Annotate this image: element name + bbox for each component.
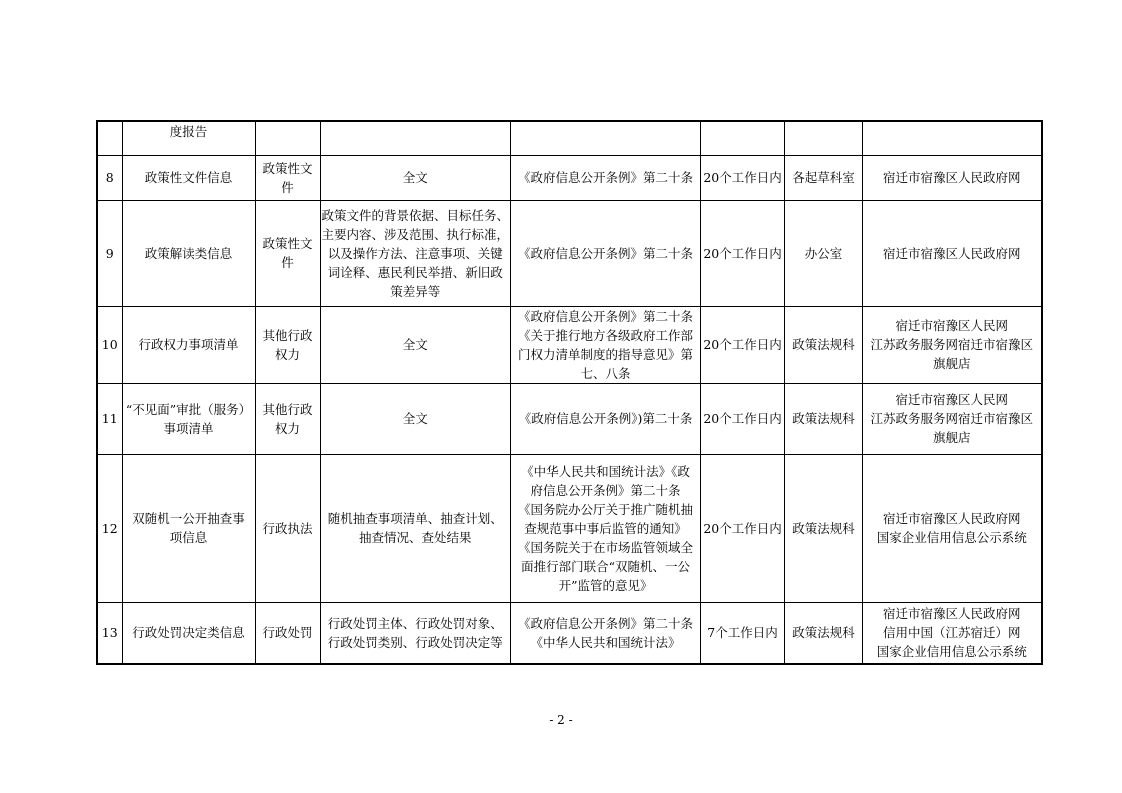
cell-basis <box>511 121 701 155</box>
cell-basis-line: 《中华人民共和国统计法》《政 <box>521 463 690 479</box>
cell-content-line: 全文 <box>402 170 428 185</box>
cell-content <box>320 200 511 306</box>
cell-item-line: 双随机一公开抽查事 <box>132 511 245 526</box>
cell-number: 8 <box>97 155 122 200</box>
cell-content <box>320 602 511 664</box>
cell-department: 政策法规科 <box>785 306 863 383</box>
cell-basis-line: 《中华人民共和国统计法》 <box>530 634 681 650</box>
cell-category <box>255 200 320 306</box>
cell-channel-line: 宿迁市宿豫区人民政府网 <box>883 170 1021 185</box>
cell-item-line: 行政权力事项清单 <box>138 337 239 352</box>
table-row <box>97 383 1042 454</box>
cell-basis-line: 面推行部门联合“双随机、一公 <box>521 558 690 574</box>
cell-item-line: “不见面”审批（服务） <box>125 401 252 417</box>
cell-deadline: 20个工作日内 <box>701 306 785 383</box>
cell-channel-line: 国家企业信用信息公示系统 <box>876 644 1027 660</box>
cell-basis-line: 开”监管的意见》 <box>558 577 653 593</box>
cell-item-line: 事项清单 <box>163 420 214 436</box>
cell-channel <box>863 155 1042 200</box>
cell-basis-line: 《政府信息公开条例》)第二十条 <box>518 411 693 426</box>
cell-item <box>122 306 255 383</box>
cell-deadline: 20个工作日内 <box>701 454 785 602</box>
cell-number: 13 <box>97 602 122 664</box>
cell-content-line: 策差异等 <box>390 283 441 299</box>
cell-item-line: 项信息 <box>169 530 208 545</box>
table-row <box>97 454 1042 602</box>
cell-channel-line: 宿迁市宿豫区人民网 <box>895 318 1009 333</box>
cell-basis-line: 《政府信息公开条例》第二十条 <box>518 245 694 261</box>
cell-channel <box>863 602 1042 664</box>
cell-basis-line: 《政府信息公开条例》第二十条 <box>518 615 694 631</box>
cell-category-line: 权力 <box>274 420 300 436</box>
cell-content <box>320 155 511 200</box>
table-row <box>97 602 1042 664</box>
cell-basis-line: 《关于推行地方各级政府工作部 <box>518 327 694 343</box>
cell-item-line: 行政处罚决定类信息 <box>132 625 245 641</box>
cell-category <box>255 121 320 155</box>
cell-basis <box>511 454 701 602</box>
cell-basis <box>511 155 701 200</box>
cell-category <box>255 602 320 664</box>
cell-item <box>122 121 255 155</box>
cell-channel-line: 江苏政务服务网宿迁市宿豫区 <box>870 411 1034 426</box>
disclosure-table <box>96 120 1043 665</box>
cell-deadline: 20个工作日内 <box>701 200 785 306</box>
cell-channel-line: 旗舰店 <box>933 430 971 445</box>
cell-department: 各起草科室 <box>785 155 863 200</box>
cell-content <box>320 306 511 383</box>
cell-content <box>320 383 511 454</box>
cell-category-line: 件 <box>281 255 294 270</box>
cell-channel-line: 宿迁市宿豫区人民网 <box>895 392 1009 407</box>
cell-basis <box>511 306 701 383</box>
cell-basis-line: 门权力清单制度的指导意见》第 <box>518 346 694 362</box>
cell-content-line: 全文 <box>402 411 428 426</box>
cell-content-line: 主要内容、涉及范围、执行标准， <box>321 226 510 242</box>
cell-content-line: 行政处罚类别、行政处罚决定等 <box>327 634 503 650</box>
cell-category-line: 其他行政 <box>262 401 313 417</box>
cell-content-line: 随机抽查事项清单、抽查计划、 <box>327 511 503 526</box>
cell-number <box>97 121 122 155</box>
cell-item <box>122 454 255 602</box>
cell-category <box>255 454 320 602</box>
table-row <box>97 121 1042 155</box>
cell-basis <box>511 383 701 454</box>
cell-deadline <box>701 121 785 155</box>
cell-department: 政策法规科 <box>785 383 863 454</box>
cell-basis-line: 《政府信息公开条例》第二十条 <box>518 308 694 324</box>
cell-content-line: 全文 <box>402 337 428 352</box>
cell-item <box>122 155 255 200</box>
cell-category-line: 行政处罚 <box>262 625 313 641</box>
cell-basis-line: 府信息公开条例》第二十条 <box>530 482 681 498</box>
cell-content-line: 抽查情况、查处结果 <box>359 530 472 545</box>
cell-item <box>122 383 255 454</box>
cell-channel <box>863 306 1042 383</box>
cell-item <box>122 200 255 306</box>
cell-item <box>122 602 255 664</box>
cell-number: 9 <box>97 200 122 306</box>
cell-category-line: 权力 <box>274 346 300 362</box>
cell-number: 11 <box>97 383 122 454</box>
cell-channel <box>863 200 1042 306</box>
cell-channel-line: 旗舰店 <box>933 356 971 371</box>
cell-basis <box>511 200 701 306</box>
cell-content-line: 行政处罚主体、行政处罚对象、 <box>327 615 503 631</box>
cell-channel-line: 宿迁市宿豫区人民政府网 <box>883 245 1021 261</box>
cell-department: 政策法规科 <box>785 454 863 602</box>
cell-category <box>255 383 320 454</box>
cell-item-line: 度报告 <box>169 124 208 139</box>
cell-category-line: 行政执法 <box>262 520 313 536</box>
cell-category-line: 其他行政 <box>262 327 313 343</box>
cell-channel-line: 宿迁市宿豫区人民政府网 <box>883 511 1021 526</box>
cell-basis-line: 《政府信息公开条例》第二十条 <box>518 170 694 185</box>
cell-basis-line: 《国务院办公厅关于推广随机抽 <box>518 501 694 517</box>
cell-channel <box>863 454 1042 602</box>
cell-item-line: 政策性文件信息 <box>144 170 233 185</box>
cell-channel-line: 江苏政务服务网宿迁市宿豫区 <box>870 337 1034 352</box>
cell-content-line: 以及操作方法、注意事项、关键 <box>327 245 503 261</box>
table-row <box>97 306 1042 383</box>
cell-department: 政策法规科 <box>785 602 863 664</box>
cell-category-line: 政策性文 <box>262 236 313 251</box>
cell-channel-line: 信用中国（江苏宿迁）网 <box>883 625 1021 641</box>
cell-deadline: 7个工作日内 <box>701 602 785 664</box>
cell-channel-line: 宿迁市宿豫区人民政府网 <box>883 606 1021 622</box>
cell-channel <box>863 121 1042 155</box>
cell-department: 办公室 <box>785 200 863 306</box>
table-body <box>97 121 1042 664</box>
cell-channel <box>863 383 1042 454</box>
cell-basis-line: 《国务院关于在市场监管领域全 <box>518 539 694 555</box>
cell-deadline: 20个工作日内 <box>701 155 785 200</box>
cell-department <box>785 121 863 155</box>
cell-content <box>320 121 511 155</box>
cell-content-line: 政策文件的背景依据、目标任务、 <box>321 207 510 223</box>
cell-item-line: 政策解读类信息 <box>144 245 233 261</box>
cell-category <box>255 306 320 383</box>
page-number: - 2 - <box>549 713 573 727</box>
cell-basis <box>511 602 701 664</box>
table-row <box>97 200 1042 306</box>
table-row <box>97 155 1042 200</box>
cell-number: 10 <box>97 306 122 383</box>
cell-category-line: 件 <box>281 179 294 195</box>
cell-basis-line: 查规范事中事后监管的通知》 <box>524 520 687 536</box>
cell-content-line: 词诠释、惠民利民举措、新旧政 <box>327 264 503 280</box>
cell-category <box>255 155 320 200</box>
cell-category-line: 政策性文 <box>262 160 313 176</box>
cell-number: 12 <box>97 454 122 602</box>
cell-channel-line: 国家企业信用信息公示系统 <box>876 530 1027 545</box>
cell-content <box>320 454 511 602</box>
cell-deadline: 20个工作日内 <box>701 383 785 454</box>
cell-basis-line: 七、八条 <box>580 365 631 381</box>
